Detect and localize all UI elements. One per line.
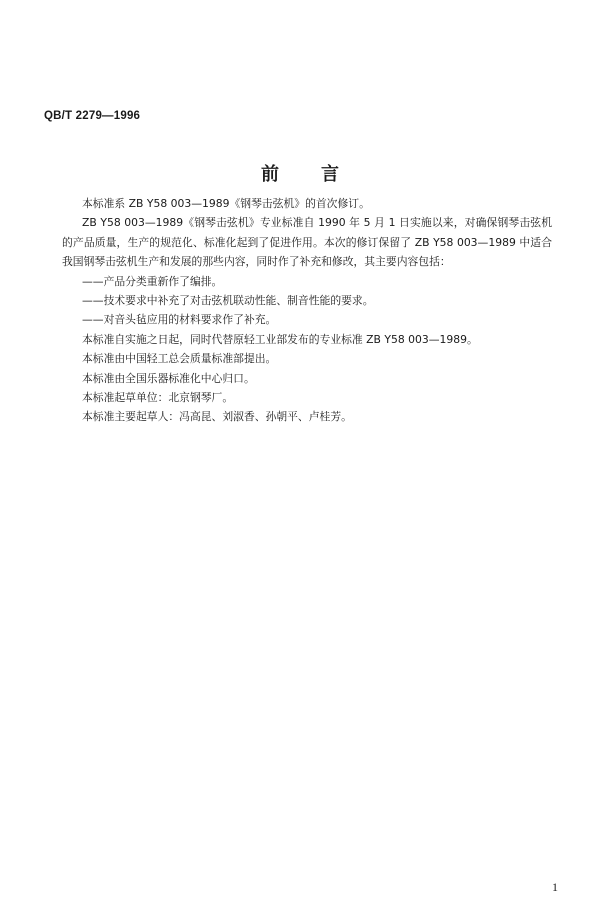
foreword-body (62, 194, 552, 427)
foreword-paragraph-2: ZB Y58 003—1989《钢琴击弦机》专业标准自 1990 年 5 月 1 日实施以来，对确保钢琴击弦机的产品质量，生产的规范化、标准化起到了促进作用。本次的修订保留了 ZB Y58 003—1989 中适合我国钢琴击弦机生产和发展的那些内容，同时作了补充和修改，其主要内容包括： (62, 216, 552, 269)
revision-item-3: ——对音头毡应用的材料要求作了补充。 (82, 313, 277, 327)
revision-item-2: ——技术要求中补充了对击弦机联动性能、制音性能的要求。 (82, 294, 374, 308)
foreword-paragraph-4: 本标准由中国轻工总会质量标准部提出。 (82, 352, 277, 366)
standard-code: QB/T 2279—1996 (44, 110, 141, 122)
page-number: 1 (552, 880, 558, 894)
foreword-paragraph-3: 本标准自实施之日起，同时代替原轻工业部发布的专业标准 ZB Y58 003—1989。 (82, 332, 478, 346)
foreword-title: 前言 (261, 164, 381, 185)
foreword-paragraph-5: 本标准由全国乐器标准化中心归口。 (82, 371, 255, 385)
foreword-paragraph-6: 本标准起草单位：北京钢琴厂。 (82, 391, 234, 405)
foreword-paragraph-7: 本标准主要起草人：冯高昆、刘淑香、孙朝平、卢桂芳。 (82, 410, 352, 424)
revision-item-1: ——产品分类重新作了编排。 (82, 274, 223, 288)
foreword-paragraph-1: 本标准系 ZB Y58 003—1989《钢琴击弦机》的首次修订。 (82, 197, 370, 210)
